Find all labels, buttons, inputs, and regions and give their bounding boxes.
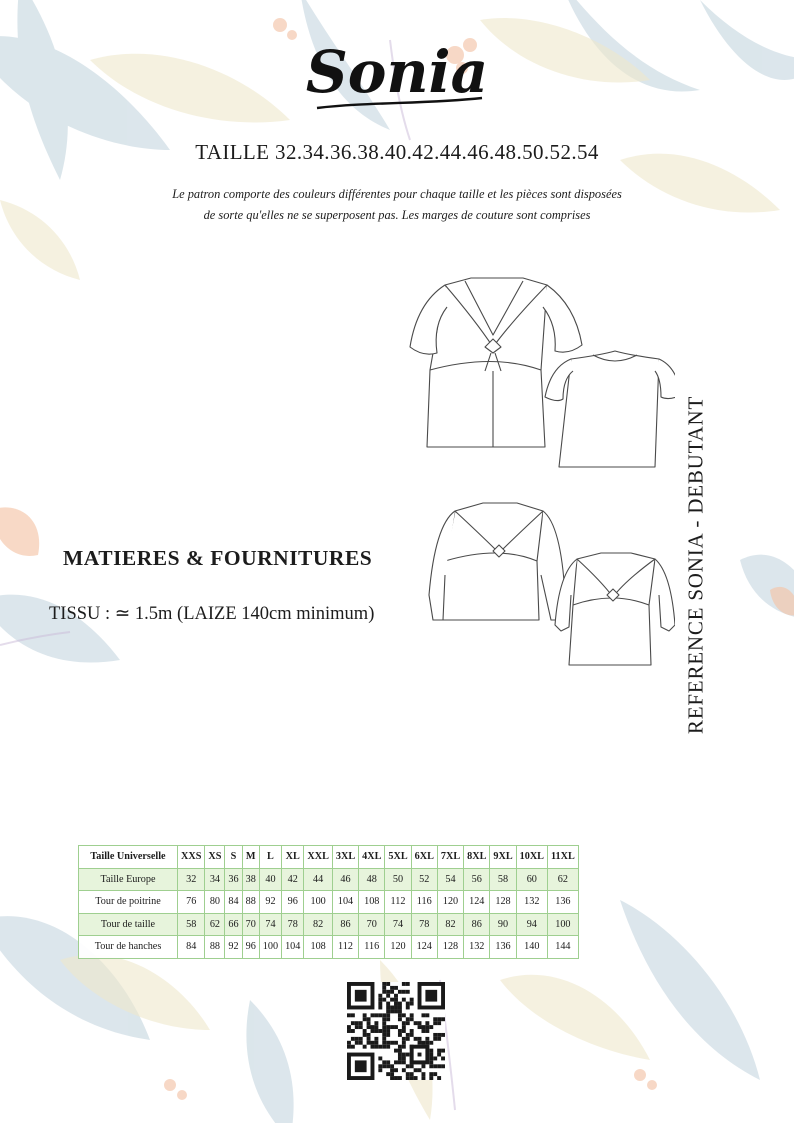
table-cell: 34: [205, 868, 225, 891]
description-line: de sorte qu'elles ne se superposent pas. Les marges de couture sont comprises: [203, 208, 591, 222]
table-cell: 100: [259, 936, 281, 959]
table-cell: 124: [411, 936, 437, 959]
sketch-vneck-short-sleeve: [410, 278, 582, 447]
table-cell: S: [225, 846, 242, 869]
table-cell: 7XL: [437, 846, 463, 869]
table-cell: 10XL: [516, 846, 547, 869]
table-cell: 136: [490, 936, 516, 959]
row-label: Taille Universelle: [79, 846, 178, 869]
row-label: Tour de taille: [79, 913, 178, 936]
table-cell: 120: [385, 936, 411, 959]
table-cell: 92: [259, 891, 281, 914]
sketch-vneck-small: [555, 553, 675, 665]
table-cell: 86: [464, 913, 490, 936]
table-cell: 32: [178, 868, 205, 891]
table-cell: 132: [464, 936, 490, 959]
size-chart-table: [78, 845, 579, 959]
table-header-row: [79, 846, 579, 869]
table-cell: 8XL: [464, 846, 490, 869]
table-cell: L: [259, 846, 281, 869]
table-cell: 60: [516, 868, 547, 891]
table-cell: 124: [464, 891, 490, 914]
table-cell: 100: [547, 913, 578, 936]
table-cell: 66: [225, 913, 242, 936]
row-label: Tour de poitrine: [79, 891, 178, 914]
table-row: [79, 936, 579, 959]
table-cell: 86: [332, 913, 358, 936]
table-cell: 52: [411, 868, 437, 891]
table-cell: 116: [411, 891, 437, 914]
table-cell: 48: [359, 868, 385, 891]
table-cell: 100: [304, 891, 333, 914]
table-cell: 128: [490, 891, 516, 914]
table-cell: 56: [464, 868, 490, 891]
table-cell: 78: [411, 913, 437, 936]
table-cell: 58: [490, 868, 516, 891]
sketch-vneck-long-sleeve: [429, 503, 565, 620]
table-cell: 116: [359, 936, 385, 959]
table-cell: 74: [385, 913, 411, 936]
table-cell: 40: [259, 868, 281, 891]
sketch-roundneck-top: [545, 351, 675, 467]
table-cell: M: [242, 846, 259, 869]
table-cell: 108: [304, 936, 333, 959]
table-cell: 36: [225, 868, 242, 891]
table-cell: 88: [242, 891, 259, 914]
table-cell: 88: [205, 936, 225, 959]
table-cell: 54: [437, 868, 463, 891]
table-cell: 3XL: [332, 846, 358, 869]
table-cell: XXS: [178, 846, 205, 869]
pattern-description: [97, 184, 697, 226]
table-cell: 6XL: [411, 846, 437, 869]
table-cell: 112: [332, 936, 358, 959]
table-cell: 38: [242, 868, 259, 891]
table-cell: 104: [332, 891, 358, 914]
table-cell: XXL: [304, 846, 333, 869]
table-cell: 62: [205, 913, 225, 936]
table-cell: 84: [178, 936, 205, 959]
fabric-requirement: TISSU : ≃ 1.5m (LAIZE 140cm minimum): [49, 604, 375, 624]
table-cell: 144: [547, 936, 578, 959]
table-cell: 84: [225, 891, 242, 914]
table-cell: 44: [304, 868, 333, 891]
table-cell: 58: [178, 913, 205, 936]
table-cell: 74: [259, 913, 281, 936]
row-label: Tour de hanches: [79, 936, 178, 959]
table-row: [79, 868, 579, 891]
garment-sketches: [405, 275, 675, 675]
table-cell: 5XL: [385, 846, 411, 869]
table-cell: 96: [242, 936, 259, 959]
reference-text: REFERENCE SONIA - DEBUTANT: [683, 395, 708, 735]
table-cell: 140: [516, 936, 547, 959]
table-cell: 50: [385, 868, 411, 891]
table-cell: 90: [490, 913, 516, 936]
table-cell: 96: [282, 891, 304, 914]
table-cell: 62: [547, 868, 578, 891]
row-label: Taille Europe: [79, 868, 178, 891]
table-cell: 70: [242, 913, 259, 936]
table-cell: 76: [178, 891, 205, 914]
table-cell: 70: [359, 913, 385, 936]
table-cell: 108: [359, 891, 385, 914]
table-cell: 4XL: [359, 846, 385, 869]
table-cell: 132: [516, 891, 547, 914]
materials-title: MATIERES & FOURNITURES: [63, 546, 373, 570]
table-cell: 128: [437, 936, 463, 959]
table-row: [79, 913, 579, 936]
table-cell: 92: [225, 936, 242, 959]
table-cell: 112: [385, 891, 411, 914]
table-cell: 9XL: [490, 846, 516, 869]
table-cell: 82: [304, 913, 333, 936]
pattern-reference: [676, 370, 716, 760]
sizes-heading: TAILLE 32.34.36.38.40.42.44.46.48.50.52.54: [195, 140, 599, 164]
table-cell: 82: [437, 913, 463, 936]
table-cell: 94: [516, 913, 547, 936]
table-cell: XL: [282, 846, 304, 869]
table-cell: 104: [282, 936, 304, 959]
logo-text: Sonia: [305, 38, 489, 106]
table-cell: 120: [437, 891, 463, 914]
table-cell: 78: [282, 913, 304, 936]
table-cell: 42: [282, 868, 304, 891]
table-cell: 80: [205, 891, 225, 914]
table-cell: XS: [205, 846, 225, 869]
table-cell: 46: [332, 868, 358, 891]
table-row: [79, 891, 579, 914]
table-cell: 11XL: [547, 846, 578, 869]
description-line: Le patron comporte des couleurs différentes pour chaque taille et les pièces sont disposées: [172, 187, 622, 201]
brand-logo: [297, 20, 497, 120]
qr-code[interactable]: [347, 982, 445, 1080]
table-cell: 136: [547, 891, 578, 914]
